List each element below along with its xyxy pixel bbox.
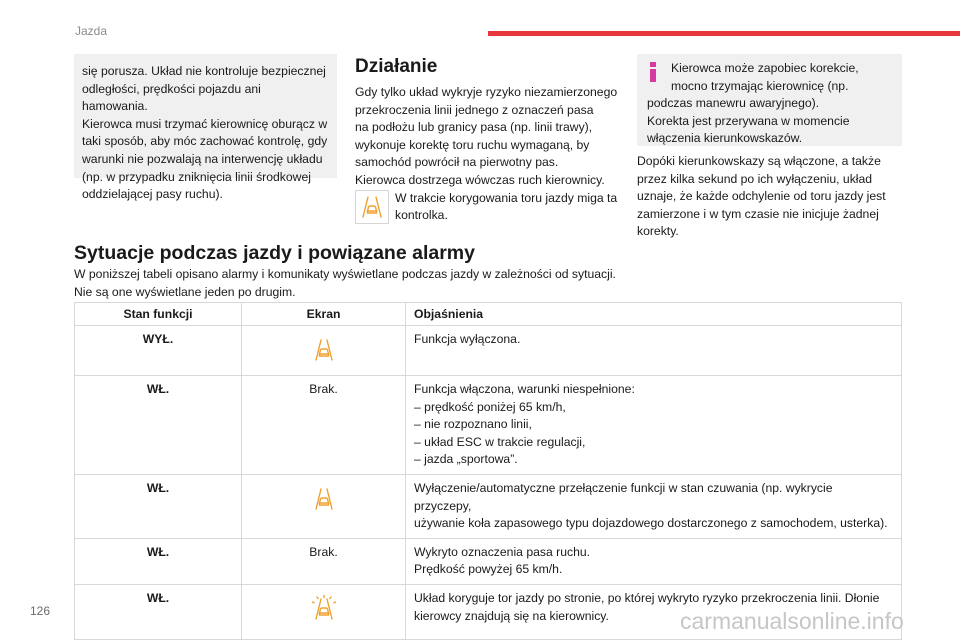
table-header-row xyxy=(75,303,902,326)
paragraph-line: Dopóki kierunkowskazy są włączone, a także xyxy=(637,154,881,168)
table-body xyxy=(75,326,902,640)
explanation-line: Funkcja włączona, warunki niespełnione: xyxy=(414,382,635,396)
cell-screen xyxy=(242,376,406,475)
cell-screen xyxy=(242,326,406,376)
section-intro xyxy=(74,266,914,301)
paragraph-line: korekty. xyxy=(637,224,679,239)
explanation-line: Funkcja wyłączona. xyxy=(414,332,521,346)
explanation-line: – jazda „sportowa”. xyxy=(414,452,518,467)
alarms-table xyxy=(74,302,902,640)
page-number: 126 xyxy=(30,604,51,618)
screen-text: Brak. xyxy=(309,382,338,396)
lane-keep-icon-frame xyxy=(355,190,389,224)
dzialanie-paragraph xyxy=(355,84,625,190)
warning-continuation-box xyxy=(74,54,337,202)
lamp-line: W trakcie korygowania toru jazdy miga ta xyxy=(395,190,618,205)
info-line: mocno trzymając kierownicę (np. xyxy=(671,78,849,93)
explanation-line: – nie rozpoznano linii, xyxy=(414,417,532,432)
dzialanie-section xyxy=(355,56,625,225)
screen-text: Brak. xyxy=(309,544,338,559)
box-line: taki sposób, aby móc zachować kontrolę, gdy xyxy=(82,134,328,149)
cell-state: WŁ. xyxy=(75,584,242,639)
table-row xyxy=(75,538,902,584)
lamp-description xyxy=(395,190,617,225)
paragraph-line: uznaje, że każde odchylenie od toru jazdy jest xyxy=(637,189,886,204)
box-line: warunki nie pozwalają na interwencję układu xyxy=(82,151,323,166)
lane-keep-icon xyxy=(311,485,337,511)
box-line: Kierowca musi trzymać kierownicę oburącz w xyxy=(82,116,328,131)
dzialanie-heading: Działanie xyxy=(355,56,438,77)
cell-explanation xyxy=(406,474,902,538)
watermark: carmanualsonline.info xyxy=(680,608,904,634)
lamp-line: kontrolka. xyxy=(395,208,448,223)
paragraph-line: na podłożu lub granicy pasa (np. linii trawy), xyxy=(355,120,593,135)
info-line: włączenia kierunkowskazów. xyxy=(647,131,803,146)
intro-line: W poniższej tabeli opisano alarmy i komunikaty wyświetlane podczas jazdy w zależności od sytuacji. xyxy=(74,267,616,281)
paragraph-line: wykonuje korektę toru ruchu wymaganą, by xyxy=(355,137,590,152)
column-header-state: Stan funkcji xyxy=(75,303,242,326)
cell-screen xyxy=(242,538,406,584)
explanation-line: Prędkość powyżej 65 km/h. xyxy=(414,562,563,577)
box-line: odległości, prędkości pojazdu ani hamowania. xyxy=(82,81,261,114)
cell-explanation xyxy=(406,326,902,376)
warning-lamp-note xyxy=(355,190,625,225)
paragraph-line: Gdy tylko układ wykryje ryzyko niezamierzonego xyxy=(355,85,618,99)
explanation-line: – prędkość poniżej 65 km/h, xyxy=(414,399,566,414)
table-row xyxy=(75,474,902,538)
info-icon xyxy=(649,62,657,82)
explanation-line: – układ ESC w trakcie regulacji, xyxy=(414,434,586,449)
paragraph-line: przekroczenia linii jednego z oznaczeń pasa xyxy=(355,102,594,117)
cell-state: WYŁ. xyxy=(75,326,242,376)
header-accent-bar xyxy=(488,31,960,36)
explanation-line: kierowcy znajdują się na kierownicy. xyxy=(414,608,609,623)
column-header-screen: Ekran xyxy=(242,303,406,326)
table-row xyxy=(75,376,902,475)
paragraph-line: zamierzone i w tym czasie nie inicjuje żadnej xyxy=(637,206,879,221)
info-note-box xyxy=(637,54,902,146)
cell-screen xyxy=(242,474,406,538)
cell-screen xyxy=(242,584,406,639)
intro-line: Nie są one wyświetlane jeden po drugim. xyxy=(74,284,296,299)
section-heading: Sytuacje podczas jazdy i powiązane alarmy xyxy=(74,242,475,264)
paragraph-line: przez kilka sekund po ich wyłączeniu, układ xyxy=(637,171,873,186)
cell-explanation xyxy=(406,376,902,475)
lane-keep-icon xyxy=(359,195,385,219)
explanation-line: używanie koła zapasowego typu dojazdowego dostarczonego z samochodem, usterka). xyxy=(414,516,888,531)
info-line: podczas manewru awaryjnego). xyxy=(647,96,820,111)
explanation-line: Wyłączenie/automatyczne przełączenie funkcji w stan czuwania (np. wykrycie przyczepy, xyxy=(414,480,833,513)
info-line: Kierowca może zapobiec korekcie, xyxy=(671,61,859,75)
cell-state: WŁ. xyxy=(75,538,242,584)
cell-state: WŁ. xyxy=(75,376,242,475)
explanation-line: Wykryto oznaczenia pasa ruchu. xyxy=(414,544,591,559)
paragraph-line: Kierowca dostrzega wówczas ruch kierownicy. xyxy=(355,172,605,187)
lane-keep-icon xyxy=(311,336,337,362)
box-line: się porusza. Układ nie kontroluje bezpiecznej xyxy=(82,64,326,78)
column-header-explanation: Objaśnienia xyxy=(406,303,902,326)
explanation-line: Układ koryguje tor jazdy po stronie, po której wykryto ryzyko przekroczenia linii. Dłonie xyxy=(414,590,880,605)
cell-state: WŁ. xyxy=(75,474,242,538)
table-row xyxy=(75,326,902,376)
header-title: Jazda xyxy=(75,24,108,38)
turn-signal-paragraph xyxy=(637,153,905,241)
box-line: (np. w przypadku zniknięcia linii środkowej xyxy=(82,169,311,184)
lane-keep-flashing-icon xyxy=(311,595,337,621)
cell-explanation xyxy=(406,538,902,584)
info-line: Korekta jest przerywana w momencie xyxy=(647,113,850,128)
paragraph-line: samochód powrócił na pierwotny pas. xyxy=(355,155,559,170)
box-line: oddzielającej pasy ruchu). xyxy=(82,187,223,202)
